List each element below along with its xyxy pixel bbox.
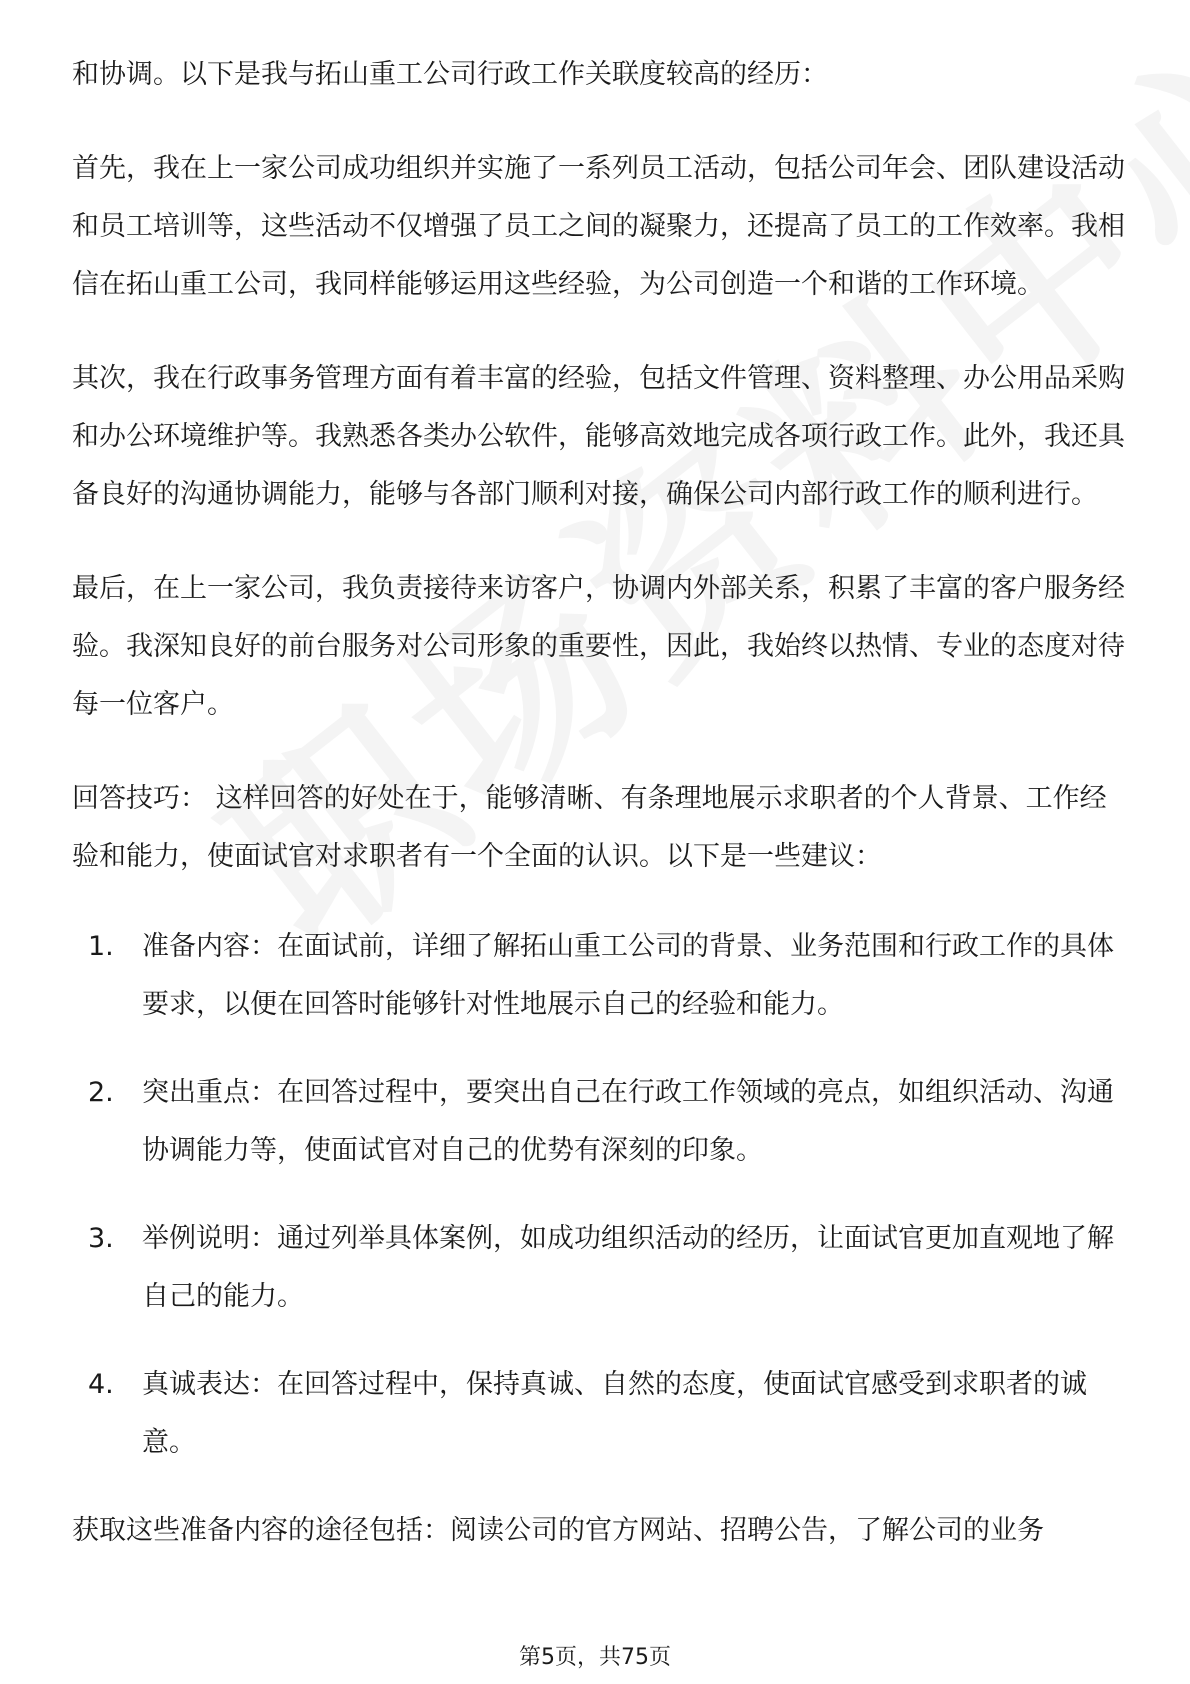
- list-item-number: 4.: [88, 1369, 114, 1400]
- list-item: [72, 1356, 1132, 1472]
- page-number: 第5页，共75页: [519, 1645, 671, 1670]
- document-body: [72, 46, 1132, 1596]
- list-item-number: 3.: [88, 1223, 114, 1254]
- paragraph-intro: 和协调。以下是我与拓山重工公司行政工作关联度较高的经历：: [72, 59, 828, 90]
- paragraph-first-experience: 首先，我在上一家公司成功组织并实施了一系列员工活动，包括公司年会、团队建设活动和员工培训等，这些活动不仅增强了员工之间的凝聚力，还提高了员工的工作效率。我相信在拓山重工公司，我同样能够运用这些经验，为公司创造一个和谐的工作环境。: [72, 153, 1125, 300]
- list-item-text: 准备内容：在面试前，详细了解拓山重工公司的背景、业务范围和行政工作的具体要求，以便在回答时能够针对性地展示自己的经验和能力。: [142, 931, 1114, 1020]
- list-item: [72, 1210, 1132, 1326]
- list-item-text: 真诚表达：在回答过程中，保持真诚、自然的态度，使面试官感受到求职者的诚意。: [142, 1369, 1087, 1458]
- list-item-text: 突出重点：在回答过程中，要突出自己在行政工作领域的亮点，如组织活动、沟通协调能力等，使面试官对自己的优势有深刻的印象。: [142, 1077, 1114, 1166]
- paragraph-third-experience: 最后，在上一家公司，我负责接待来访客户，协调内外部关系，积累了丰富的客户服务经验。我深知良好的前台服务对公司形象的重要性，因此，我始终以热情、专业的态度对待每一位客户。: [72, 573, 1125, 720]
- tips-list: [72, 918, 1132, 1472]
- list-item: [72, 1064, 1132, 1180]
- list-item-text: 举例说明：通过列举具体案例，如成功组织活动的经历，让面试官更加直观地了解自己的能力。: [142, 1223, 1114, 1312]
- paragraph-closing: 获取这些准备内容的途径包括：阅读公司的官方网站、招聘公告，了解公司的业务: [72, 1515, 1044, 1546]
- list-item: [72, 918, 1132, 1034]
- list-item-number: 1.: [88, 931, 114, 962]
- list-item-number: 2.: [88, 1077, 114, 1108]
- paragraph-answer-tips: 回答技巧： 这样回答的好处在于，能够清晰、有条理地展示求职者的个人背景、工作经验和能力，使面试官对求职者有一个全面的认识。以下是一些建议：: [72, 783, 1107, 872]
- paragraph-second-experience: 其次，我在行政事务管理方面有着丰富的经验，包括文件管理、资料整理、办公用品采购和办公环境维护等。我熟悉各类办公软件，能够高效地完成各项行政工作。此外，我还具备良好的沟通协调能力，能够与各部门顺利对接，确保公司内部行政工作的顺利进行。: [72, 363, 1125, 510]
